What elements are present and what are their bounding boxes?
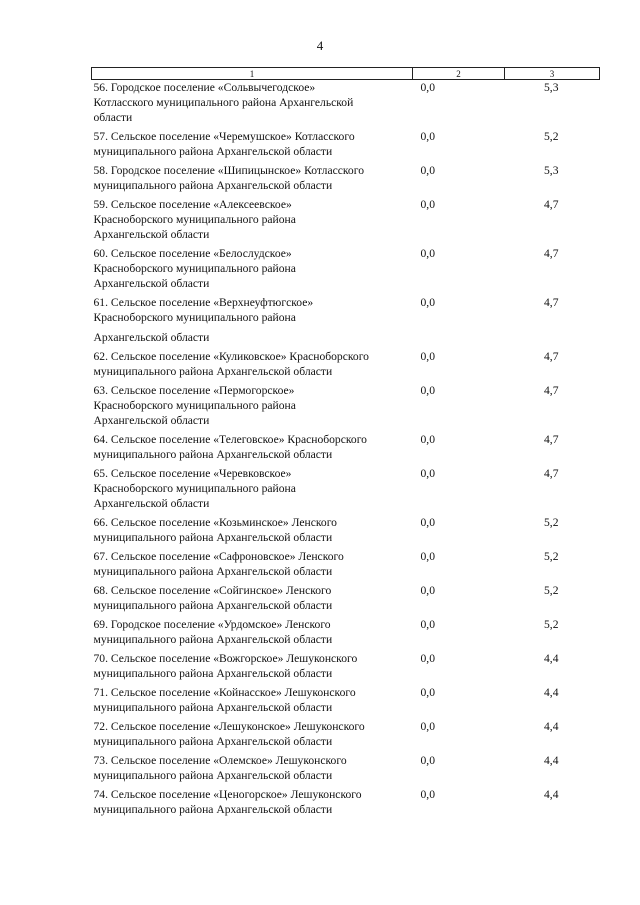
value-col-3: 4,4 xyxy=(544,788,559,801)
settlement-name xyxy=(92,617,413,651)
value-col-3: 5,2 xyxy=(544,516,559,529)
settlement-name-line: области xyxy=(93,111,133,124)
table-row xyxy=(92,515,600,549)
settlement-name-line: 58. Городское поселение «Шипицынское» Котласского xyxy=(93,164,364,177)
value-col-3: 4,7 xyxy=(544,198,559,211)
header-row xyxy=(92,68,600,80)
settlement-name-line: муниципального района Архангельской области xyxy=(93,667,333,680)
value-col-3: 4,7 xyxy=(544,350,559,363)
settlement-name-line: муниципального района Архангельской области xyxy=(93,735,333,748)
value-col-2: 0,0 xyxy=(420,788,435,801)
settlement-name-line: Красноборского муниципального района xyxy=(93,262,296,275)
settlement-name-line: 59. Сельское поселение «Алексеевское» xyxy=(93,198,292,211)
settlement-name xyxy=(92,349,413,383)
settlement-name-line: Красноборского муниципального района xyxy=(93,311,296,324)
table-row xyxy=(92,466,600,515)
settlement-name-line: муниципального района Архангельской области xyxy=(93,365,333,378)
value-col-2: 0,0 xyxy=(420,384,435,397)
table-row xyxy=(92,246,600,295)
settlement-name-line: 61. Сельское поселение «Верхнеуфтюгское» xyxy=(93,296,314,309)
settlement-name xyxy=(92,583,413,617)
value-col-2: 0,0 xyxy=(420,686,435,699)
settlement-name xyxy=(92,549,413,583)
settlement-name xyxy=(92,246,413,295)
settlement-name-line: 56. Городское поселение «Сольвычегодское» xyxy=(93,81,316,94)
value-col-3: 4,7 xyxy=(544,296,559,309)
value-col-3: 4,7 xyxy=(544,467,559,480)
table-header xyxy=(92,68,600,80)
page-number: 4 xyxy=(316,38,324,53)
value-col-3: 4,4 xyxy=(544,686,559,699)
value-col-2: 0,0 xyxy=(420,81,435,94)
data-table xyxy=(91,67,600,821)
value-col-3: 5,3 xyxy=(544,164,559,177)
table-row xyxy=(92,685,600,719)
table-row xyxy=(92,787,600,821)
table-row xyxy=(92,432,600,466)
value-col-3: 4,7 xyxy=(544,433,559,446)
settlement-name-line: муниципального района Архангельской области xyxy=(93,565,333,578)
settlement-name-line: 62. Сельское поселение «Куликовское» Красноборского xyxy=(93,350,369,363)
header-cell-1: 1 xyxy=(92,68,413,80)
table-body xyxy=(92,80,600,822)
value-col-2: 0,0 xyxy=(420,350,435,363)
settlement-name-line: муниципального района Архангельской области xyxy=(93,769,333,782)
value-col-2: 0,0 xyxy=(420,720,435,733)
value-col-2: 0,0 xyxy=(420,754,435,767)
settlement-name xyxy=(92,787,413,821)
settlement-name-line: муниципального района Архангельской области xyxy=(93,145,333,158)
settlement-name-line: муниципального района Архангельской области xyxy=(93,531,333,544)
value-col-2: 0,0 xyxy=(420,584,435,597)
settlement-name-line: Архангельской области xyxy=(93,331,210,344)
value-col-3: 5,3 xyxy=(544,81,559,94)
settlement-name-line: 73. Сельское поселение «Олемское» Лешуконского xyxy=(93,754,347,767)
settlement-name-line: 60. Сельское поселение «Белослудское» xyxy=(93,247,292,260)
value-col-2: 0,0 xyxy=(420,618,435,631)
table-row xyxy=(92,549,600,583)
settlement-name-line: 69. Городское поселение «Урдомское» Ленского xyxy=(93,618,331,631)
value-col-2: 0,0 xyxy=(420,550,435,563)
value-col-3: 5,2 xyxy=(544,618,559,631)
settlement-name-line: 74. Сельское поселение «Ценогорское» Лешуконского xyxy=(93,788,362,801)
value-col-2: 0,0 xyxy=(420,296,435,309)
settlement-name xyxy=(92,685,413,719)
settlement-name-line: Красноборского муниципального района xyxy=(93,399,296,412)
value-col-2: 0,0 xyxy=(420,164,435,177)
table-row xyxy=(92,753,600,787)
settlement-name xyxy=(92,651,413,685)
settlement-name xyxy=(92,197,413,246)
settlement-name xyxy=(92,466,413,515)
settlement-name-line: Архангельской области xyxy=(93,414,210,427)
value-col-2: 0,0 xyxy=(420,433,435,446)
settlement-name-line: муниципального района Архангельской области xyxy=(93,599,333,612)
settlement-name-line: муниципального района Архангельской области xyxy=(93,633,333,646)
settlement-name xyxy=(92,515,413,549)
value-col-2: 0,0 xyxy=(420,247,435,260)
settlement-name xyxy=(92,295,413,349)
settlement-name-line: Красноборского муниципального района xyxy=(93,213,296,226)
value-col-3: 5,2 xyxy=(544,550,559,563)
settlement-name-line: 68. Сельское поселение «Сойгинское» Ленского xyxy=(93,584,332,597)
settlement-name-line: 72. Сельское поселение «Лешуконское» Лешуконского xyxy=(93,720,365,733)
settlement-name-line: 70. Сельское поселение «Вожгорское» Лешуконского xyxy=(93,652,358,665)
table-row xyxy=(92,163,600,197)
table-row xyxy=(92,349,600,383)
settlement-name-line: 65. Сельское поселение «Черевковское» xyxy=(93,467,292,480)
settlement-name xyxy=(92,753,413,787)
header-cell-2: 2 xyxy=(413,68,505,80)
settlement-name xyxy=(92,383,413,432)
settlement-name-line: 71. Сельское поселение «Койнасское» Лешуконского xyxy=(93,686,356,699)
table-row xyxy=(92,129,600,163)
settlement-name xyxy=(92,719,413,753)
value-col-3: 4,4 xyxy=(544,652,559,665)
value-col-3: 4,4 xyxy=(544,754,559,767)
settlement-name-line: Архангельской области xyxy=(93,228,210,241)
settlement-name-line: муниципального района Архангельской области xyxy=(93,179,333,192)
settlement-name-line: муниципального района Архангельской области xyxy=(93,701,333,714)
value-col-2: 0,0 xyxy=(420,198,435,211)
table-row xyxy=(92,80,600,130)
table-row xyxy=(92,383,600,432)
value-col-2: 0,0 xyxy=(420,130,435,143)
settlement-name-line: 67. Сельское поселение «Сафроновское» Ленского xyxy=(93,550,344,563)
value-col-3: 4,7 xyxy=(544,384,559,397)
value-col-3: 4,7 xyxy=(544,247,559,260)
table-row xyxy=(92,617,600,651)
value-col-3: 5,2 xyxy=(544,584,559,597)
settlement-name-line: Архангельской области xyxy=(93,277,210,290)
value-col-2: 0,0 xyxy=(420,467,435,480)
table-row xyxy=(92,295,600,349)
settlement-name-line: муниципального района Архангельской области xyxy=(93,803,333,816)
settlement-name-line: Красноборского муниципального района xyxy=(93,482,296,495)
value-col-3: 5,2 xyxy=(544,130,559,143)
table-row xyxy=(92,719,600,753)
settlement-name-line: 57. Сельское поселение «Черемушское» Котласского xyxy=(93,130,355,143)
settlement-name-line: Архангельской области xyxy=(93,497,210,510)
settlement-name-line: муниципального района Архангельской области xyxy=(93,448,333,461)
settlement-name xyxy=(92,80,413,130)
settlement-name-line: 66. Сельское поселение «Козьминское» Ленского xyxy=(93,516,337,529)
value-col-2: 0,0 xyxy=(420,516,435,529)
table-row xyxy=(92,583,600,617)
table-row xyxy=(92,197,600,246)
settlement-name-line: Котласского муниципального района Архангельской xyxy=(93,96,354,109)
settlement-name-line: 63. Сельское поселение «Пермогорское» xyxy=(93,384,295,397)
value-col-3: 4,4 xyxy=(544,720,559,733)
settlement-name xyxy=(92,129,413,163)
settlement-name-line: 64. Сельское поселение «Телеговское» Красноборского xyxy=(93,433,367,446)
settlement-name xyxy=(92,163,413,197)
settlement-name xyxy=(92,432,413,466)
table-row xyxy=(92,651,600,685)
header-cell-3: 3 xyxy=(505,68,600,80)
value-col-2: 0,0 xyxy=(420,652,435,665)
